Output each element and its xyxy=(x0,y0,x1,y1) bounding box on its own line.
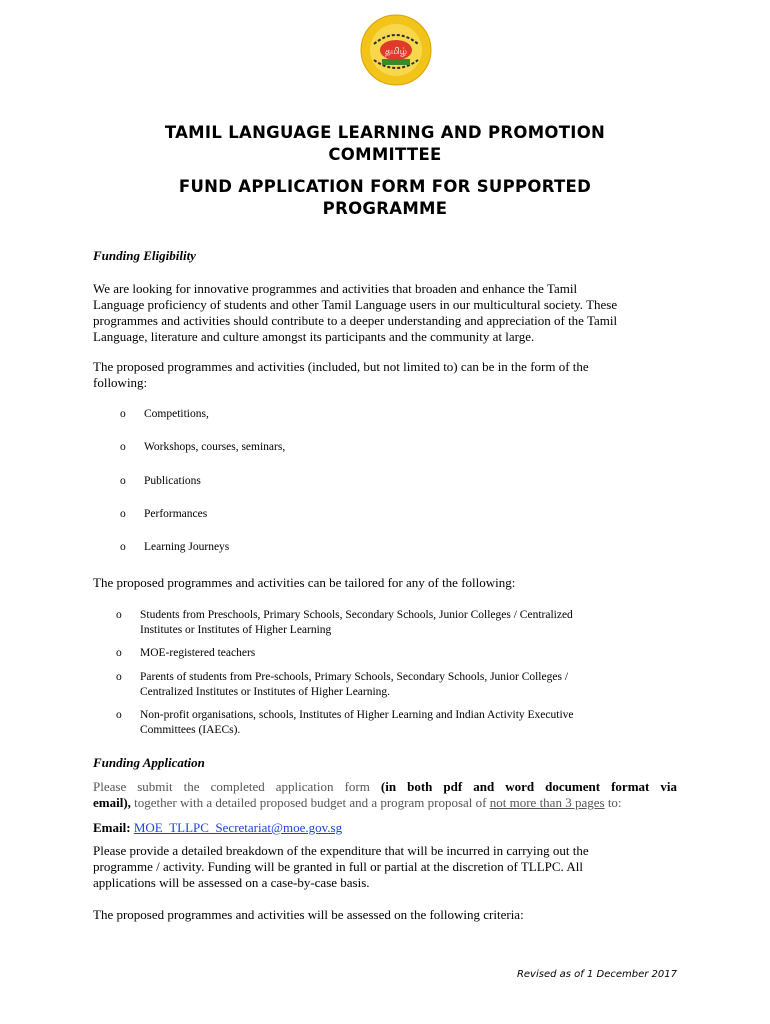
audience-intro-paragraph: The proposed programmes and activities can be tailored for any of the following: xyxy=(93,575,516,590)
eligibility-heading: Funding Eligibility xyxy=(93,248,196,263)
breakdown-paragraph: Please provide a detailed breakdown of the expenditure that will be incurred in carrying out the programme / activity. Funding will be granted in full or partial at the discretion of TLLPC. All applications will be assessed on a case-by-case basis. xyxy=(93,843,589,890)
forms-intro-paragraph: The proposed programmes and activities (included, but not limited to) can be in the form of the following: xyxy=(93,359,589,390)
criteria-paragraph: The proposed programmes and activities will be assessed on the following criteria: xyxy=(93,907,524,922)
email-link[interactable]: MOE_TLLPC_Secretariat@moe.gov.sg xyxy=(133,820,343,835)
tllpc-logo xyxy=(360,14,432,86)
document-page: தமிழ் TAMIL LANGUAGE LEARNING AND PROMOTION COMMITTEE FUND APPLICATION FORM FOR SUPPORTED PROGRAMME Funding Eligibility We are looking for innovative programmes and activities that broaden and enhance the Tamil Language proficiency of students and other Tamil Language users in our multicultural society. These programmes and activities should contribute to a deeper understanding and appreciation of the Tamil Language, literature and culture amongst its participants and the community at large. The proposed programmes and activities (included, but not limited to) can be in the form of the following: o Competitions, o Workshops, courses, seminars, o Publications o Performances o Learning Journeys The proposed programmes and activities can be tailored for any of the following: o Students from Preschools, Primary Schools, Secondary Schools, Junior Colleges / Centralized Institutes or Institutes of Higher Learning o MOE-registered teachers o Parents of students from Pre-schools, Primary Schools, Secondary Schools, Junior Colleges / Centralized Institutes or Institutes of Higher Learning. o Non-profit organisations, schools, Institutes of Higher Learning and Indian Activity Executive Committees (IAECs). Funding Application Please submit the completed application form (in both pdf and word document format via email), together with a detailed proposed budget and a program proposal of not more than 3 pages to: Email: MOE_TLLPC_Secretariat@moe.gov.sg Please provide a detailed breakdown of the expenditure that will be incurred in carrying out the programme / activity. Funding will be granted in full or partial at the discretion of TLLPC. All applications will be assessed on a case-by-case basis. The proposed programmes and activities will be assessed on the following criteria: Revised as of 1 December 2017 xyxy=(0,0,770,1024)
submission-paragraph: Please submit the completed application form (in both pdf and word document format via email), together with a detailed proposed budget and a program proposal of not more than 3 pages to: xyxy=(93,779,677,810)
email-line: Email: MOE_TLLPC_Secretariat@moe.gov.sg xyxy=(93,820,343,835)
eligibility-paragraph: We are looking for innovative programmes and activities that broaden and enhance the Tamil Language proficiency of students and other Tamil Language users in our multicultural society. These programmes and activities should contribute to a deeper understanding and appreciation of the Tamil Language, literature and culture amongst its participants and the community at large. xyxy=(93,281,618,344)
logo-center-text: தமிழ் xyxy=(385,47,407,57)
main-title: TAMIL LANGUAGE LEARNING AND PROMOTION COMMITTEE xyxy=(164,123,606,164)
page-limit: not more than 3 pages xyxy=(489,795,605,810)
form-subtitle: FUND APPLICATION FORM FOR SUPPORTED PROGRAMME xyxy=(178,177,592,218)
application-heading: Funding Application xyxy=(93,755,205,770)
revision-date: Revised as of 1 December 2017 xyxy=(516,969,677,980)
